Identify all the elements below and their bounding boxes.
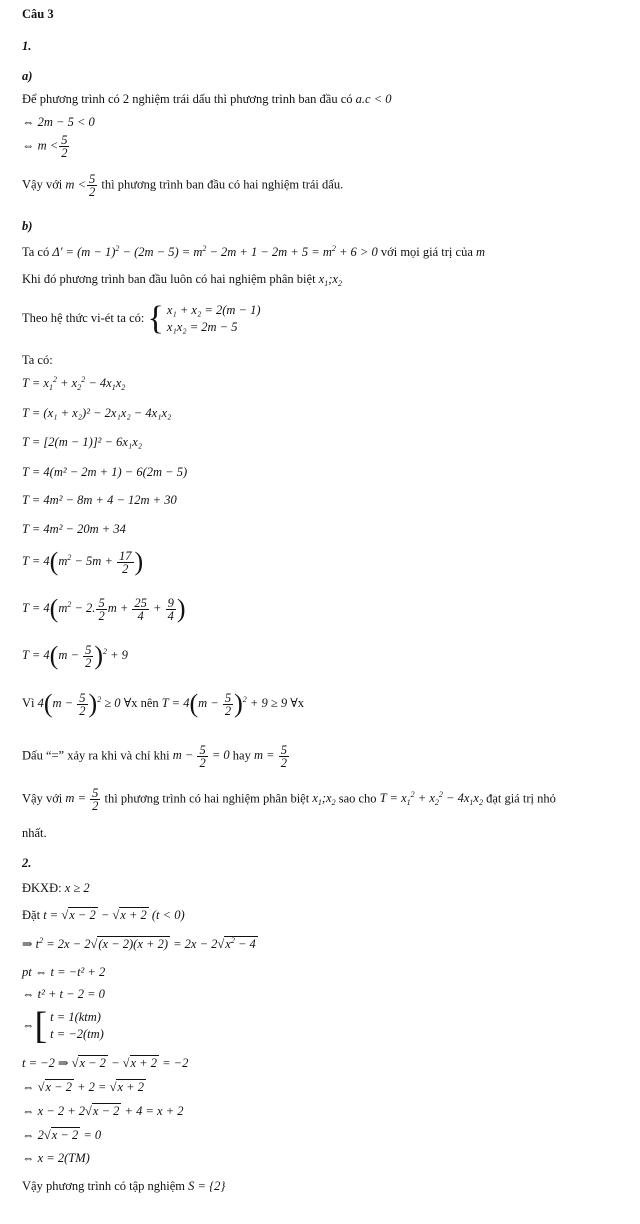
t-line-5: T = 4m² − 8m + 4 − 12m + 30 <box>22 493 177 507</box>
heading: Câu 3 <box>22 7 54 21</box>
t-line-3: T = [2(m − 1)]² − 6x₁x₂ <box>22 435 143 449</box>
t-line-6: T = 4m² − 20m + 34 <box>22 522 126 536</box>
solutions: ⇔[ t = 1(ktm) t = −2(tm) <box>22 1005 104 1047</box>
t-line-8: $T = 4(m^2 - 2$. $\frac{5}{2}$ m + $\frac{25}{4}$ + $\frac{9}{4}$ ) <box>22 594 186 623</box>
part-a-label: a) <box>22 69 33 83</box>
zero-line: ⇔ 2√x − 2 = 0 <box>22 1128 102 1142</box>
t-line-4: T = 4(m² − 2m + 1) − 6(2m − 5) <box>22 465 188 479</box>
taco: Ta có: <box>22 353 53 367</box>
final-line: Vậy phương trình có tập nghiệm S = {2} <box>22 1179 226 1193</box>
part-b-label: b) <box>22 219 33 233</box>
quad-line: ⇔ t² + t − 2 = 0 <box>22 987 105 1001</box>
a-line-3: ⇔ m < $\frac{5}{2}$ <box>22 133 68 160</box>
dat-line: Đặt t = √x − 2 − √x + 2 (t < 0) <box>22 908 185 922</box>
dau-line: Dấu “=” xảy ra khi và chỉ khi m − $\frac{5}{2}$ = 0 hay m = $\frac{5}{2}$ <box>22 743 287 770</box>
iso-line: ⇔ √x − 2 + 2 = √x + 2 <box>22 1080 144 1094</box>
dkxd-line: ĐKXĐ: x ≥ 2 <box>22 881 90 895</box>
sub-line: t = −2 ⇒ √x − 2 − √x + 2 = −2 <box>22 1056 189 1070</box>
a-line-2: ⇔ 2m − 5 < 0 <box>22 115 95 129</box>
t-line-9: T = 4(m − $\frac{5}{2}$ )$^2$ + 9 <box>22 641 128 670</box>
t-line-2: T = (x₁ + x₂)² − 2x₁x₂ − 4x₁x₂ <box>22 406 172 420</box>
part-2-label: 2. <box>22 856 32 870</box>
t-line-7: $T = 4(m^2 - 5m$ + $\frac{17}{2}$ ) <box>22 547 144 576</box>
b-conclusion-end: nhất. <box>22 826 47 840</box>
square-line: ⇒ $t^2 = 2x - 2√(x - 2)(x + 2) = 2x - 2√x^2 - 4$ <box>22 936 256 951</box>
viet-system: Theo hệ thức vi-ét ta có: { x₁ + x₂ = 2(m − 1) x₁x₂ = 2m − 5 <box>22 300 261 337</box>
vi-line: Vì 4(m − $\frac{5}{2}$ )$^2$ ≥ 0 ∀x nên T = 4(m − $\frac{5}{2}$ )$^2$ + 9 ≥ 9 ∀x <box>22 689 304 718</box>
b-conclusion: Vậy với m = $\frac{5}{2}$ thì phương trình có hai nghiệm phân biệt $x_1;x_2$ sao cho $T = x_1^2 + x_2^2 - 4x_1x_2$ đạt giá trị nhỏ <box>22 786 556 813</box>
a-line-1: Để phương trình có 2 nghiệm trái dấu thì phương trình ban đầu có a.c < 0 <box>22 92 392 106</box>
part-1-label: 1. <box>22 39 32 53</box>
b-line-2: Khi đó phương trình ban đầu luôn có hai nghiệm phân biệt $x_1;x_2$ <box>22 272 342 288</box>
expand-line: ⇔ x − 2 + 2√x − 2 + 4 = x + 2 <box>22 1104 184 1118</box>
b-delta-line: Ta có $\Delta' = (m - 1)^2 - (2m - 5) = m^2 - 2m + 1 - 2m + 5 = m^2 + 6 > 0$ với mọi giá trị của m <box>22 244 486 259</box>
x-line: ⇔ x = 2(TM) <box>22 1151 90 1165</box>
a-conclusion: Vậy với m < $\frac{5}{2}$ thì phương trình ban đầu có hai nghiệm trái dấu. <box>22 172 344 199</box>
pt-line: pt ⇔ t = −t² + 2 <box>22 965 106 979</box>
t-line-1: $T = x_1^2 + x_2^2 - 4x_1x_2$ <box>22 375 126 392</box>
